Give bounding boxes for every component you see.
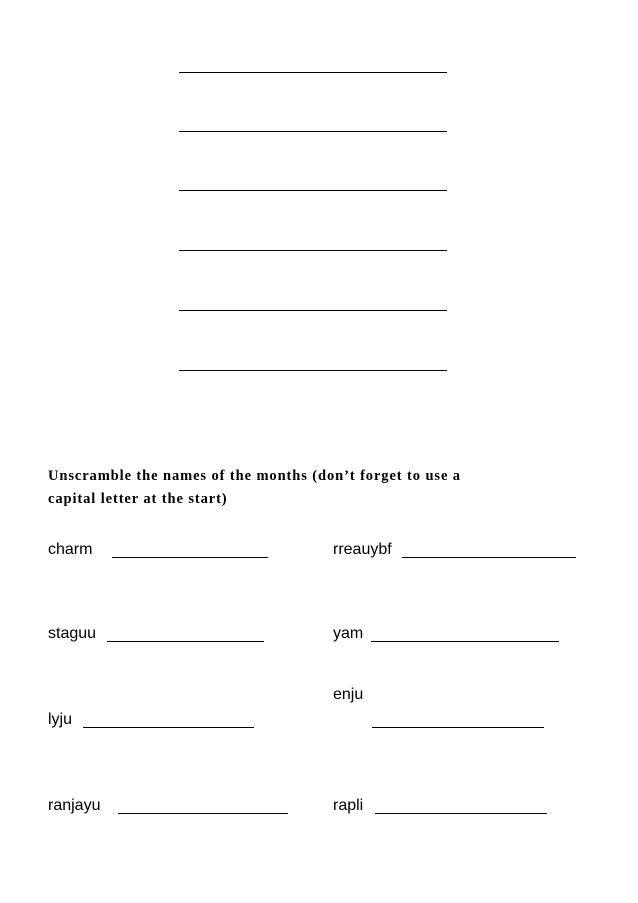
answer-line-5 [179, 310, 447, 311]
answer-line-2 [179, 131, 447, 132]
answer-blank-2[interactable] [402, 557, 576, 558]
instruction-heading [48, 465, 588, 511]
scrambled-word-6: enju [333, 686, 364, 703]
answer-line-6 [179, 370, 447, 371]
instruction-line-1: Unscramble the names of the months (don’t forget to use a [48, 468, 461, 484]
answer-blank-8[interactable] [375, 813, 547, 814]
answer-blank-6[interactable] [372, 727, 544, 728]
answer-blank-1[interactable] [112, 557, 268, 558]
answer-line-3 [179, 190, 447, 191]
answer-blank-3[interactable] [107, 641, 264, 642]
scrambled-word-1: charm [48, 541, 93, 558]
scrambled-word-2: rreauybf [333, 541, 392, 558]
answer-blank-7[interactable] [118, 813, 288, 814]
answer-blank-5[interactable] [83, 727, 254, 728]
scrambled-word-8: rapli [333, 797, 364, 814]
scrambled-word-3: staguu [48, 625, 97, 642]
scrambled-word-4: yam [333, 625, 364, 642]
instruction-line-2: capital letter at the start) [48, 491, 228, 507]
answer-line-4 [179, 250, 447, 251]
scrambled-word-7: ranjayu [48, 797, 101, 814]
answer-line-1 [179, 72, 447, 73]
answer-blank-4[interactable] [371, 641, 559, 642]
scrambled-word-5: lyju [48, 711, 73, 728]
